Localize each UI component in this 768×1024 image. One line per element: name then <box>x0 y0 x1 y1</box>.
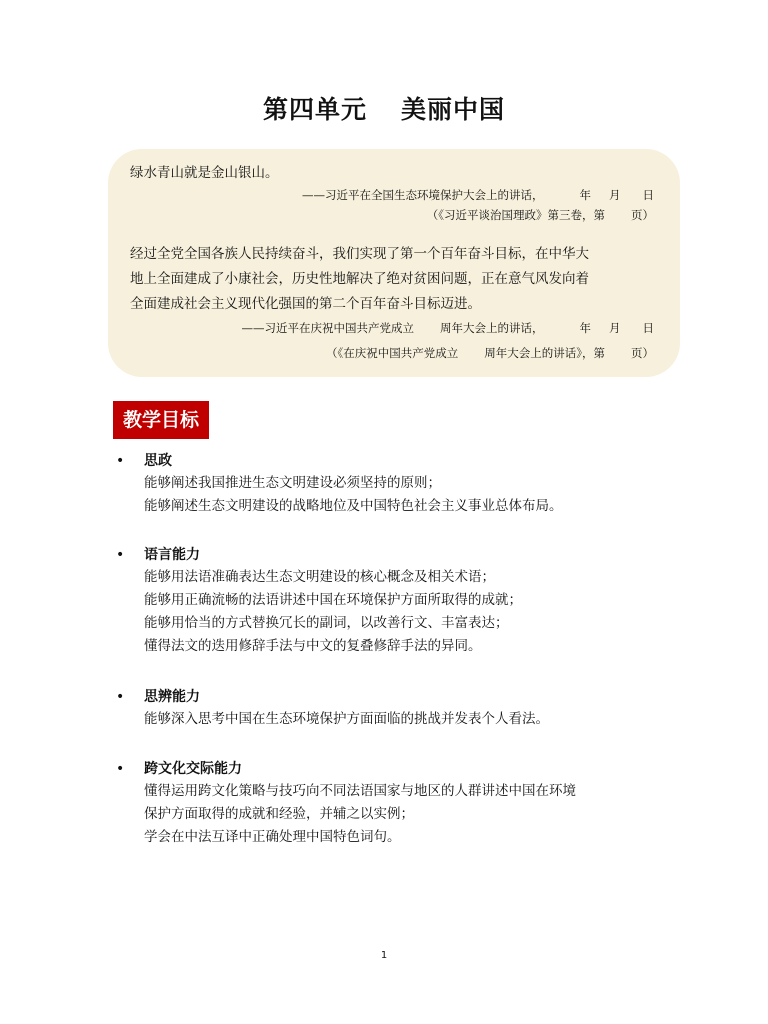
bullet: • <box>116 547 125 563</box>
quote2-line-1: 经过全党全国各族人民持续奋斗，我们实现了第一个百年奋斗目标，在中华大 <box>130 246 589 262</box>
quote2-line-3: 全面建成社会主义现代化强国的第二个百年奋斗目标迈进。 <box>130 296 481 312</box>
quote1-book-page: 页） <box>631 208 654 222</box>
quote2-book-a: （《在庆祝中国共产党成立 <box>326 346 459 360</box>
quote1-book <box>427 206 654 224</box>
quote1-source <box>302 186 654 204</box>
list-item: 学会在中法互译中正确处理中国特色词句。 <box>144 829 401 845</box>
list-item: 能够阐述我国推进生态文明建设必须坚持的原则； <box>144 475 441 491</box>
section-intercultural <box>116 758 676 849</box>
quote2-day: 日 <box>642 321 654 335</box>
list-item: 能够用正确流畅的法语讲述中国在环境保护方面所取得的成就； <box>144 592 522 608</box>
section-title: 跨文化交际能力 <box>144 761 242 777</box>
quote2-source <box>242 319 655 337</box>
quote1-book-text: （《习近平谈治国理政》第三卷，第 <box>426 208 605 222</box>
quote2-source-b: 周年大会上的讲话， <box>440 321 544 335</box>
list-item: 能够阐述生态文明建设的战略地位及中国特色社会主义事业总体布局。 <box>144 498 563 514</box>
quote2-year: 年 <box>579 321 591 335</box>
quote1-text: 绿水青山就是金山银山。 <box>130 165 279 181</box>
list-item: 能够用法语准确表达生态文明建设的核心概念及相关术语； <box>144 569 495 585</box>
section-critical-thinking <box>116 686 676 731</box>
section-sizheng <box>116 450 676 518</box>
list-item: 能够用恰当的方式替换冗长的副词，以改善行文、丰富表达； <box>144 615 509 631</box>
quote1-source-text: ——习近平在全国生态环境保护大会上的讲话， <box>302 188 544 202</box>
list-item: 保护方面取得的成就和经验，并辅之以实例； <box>144 806 414 822</box>
quote2-month: 月 <box>609 321 621 335</box>
quote1-day: 日 <box>642 188 654 202</box>
page-number: 1 <box>380 950 388 961</box>
section-title: 思政 <box>144 453 172 469</box>
quote2-source-a: ——习近平在庆祝中国共产党成立 <box>241 321 414 335</box>
bullet: • <box>116 453 125 469</box>
quote2-line-2: 地上全面建成了小康社会，历史性地解决了绝对贫困问题，正在意气风发向着 <box>130 271 589 287</box>
quote2-book <box>326 344 654 362</box>
bullet: • <box>116 761 125 777</box>
title-theme: 美丽中国 <box>401 95 506 124</box>
section-language <box>116 544 676 658</box>
quote2-book-b: 周年大会上的讲话》，第 <box>484 346 605 360</box>
objectives-badge: 教学目标 <box>113 401 209 439</box>
section-title: 语言能力 <box>144 547 200 563</box>
quote1-year: 年 <box>579 188 591 202</box>
title-unit: 第四单元 <box>262 95 367 124</box>
list-item: 懂得运用跨文化策略与技巧向不同法语国家与地区的人群讲述中国在环境 <box>144 783 576 799</box>
bullet: • <box>116 689 125 705</box>
page-title <box>0 90 768 126</box>
quote1-month: 月 <box>609 188 621 202</box>
quote2-book-page: 页） <box>631 346 654 360</box>
section-title: 思辨能力 <box>144 689 200 705</box>
list-item: 懂得法文的迭用修辞手法与中文的复叠修辞手法的异同。 <box>144 638 482 654</box>
list-item: 能够深入思考中国在生态环境保护方面面临的挑战并发表个人看法。 <box>144 711 549 727</box>
quote-box <box>108 149 680 377</box>
